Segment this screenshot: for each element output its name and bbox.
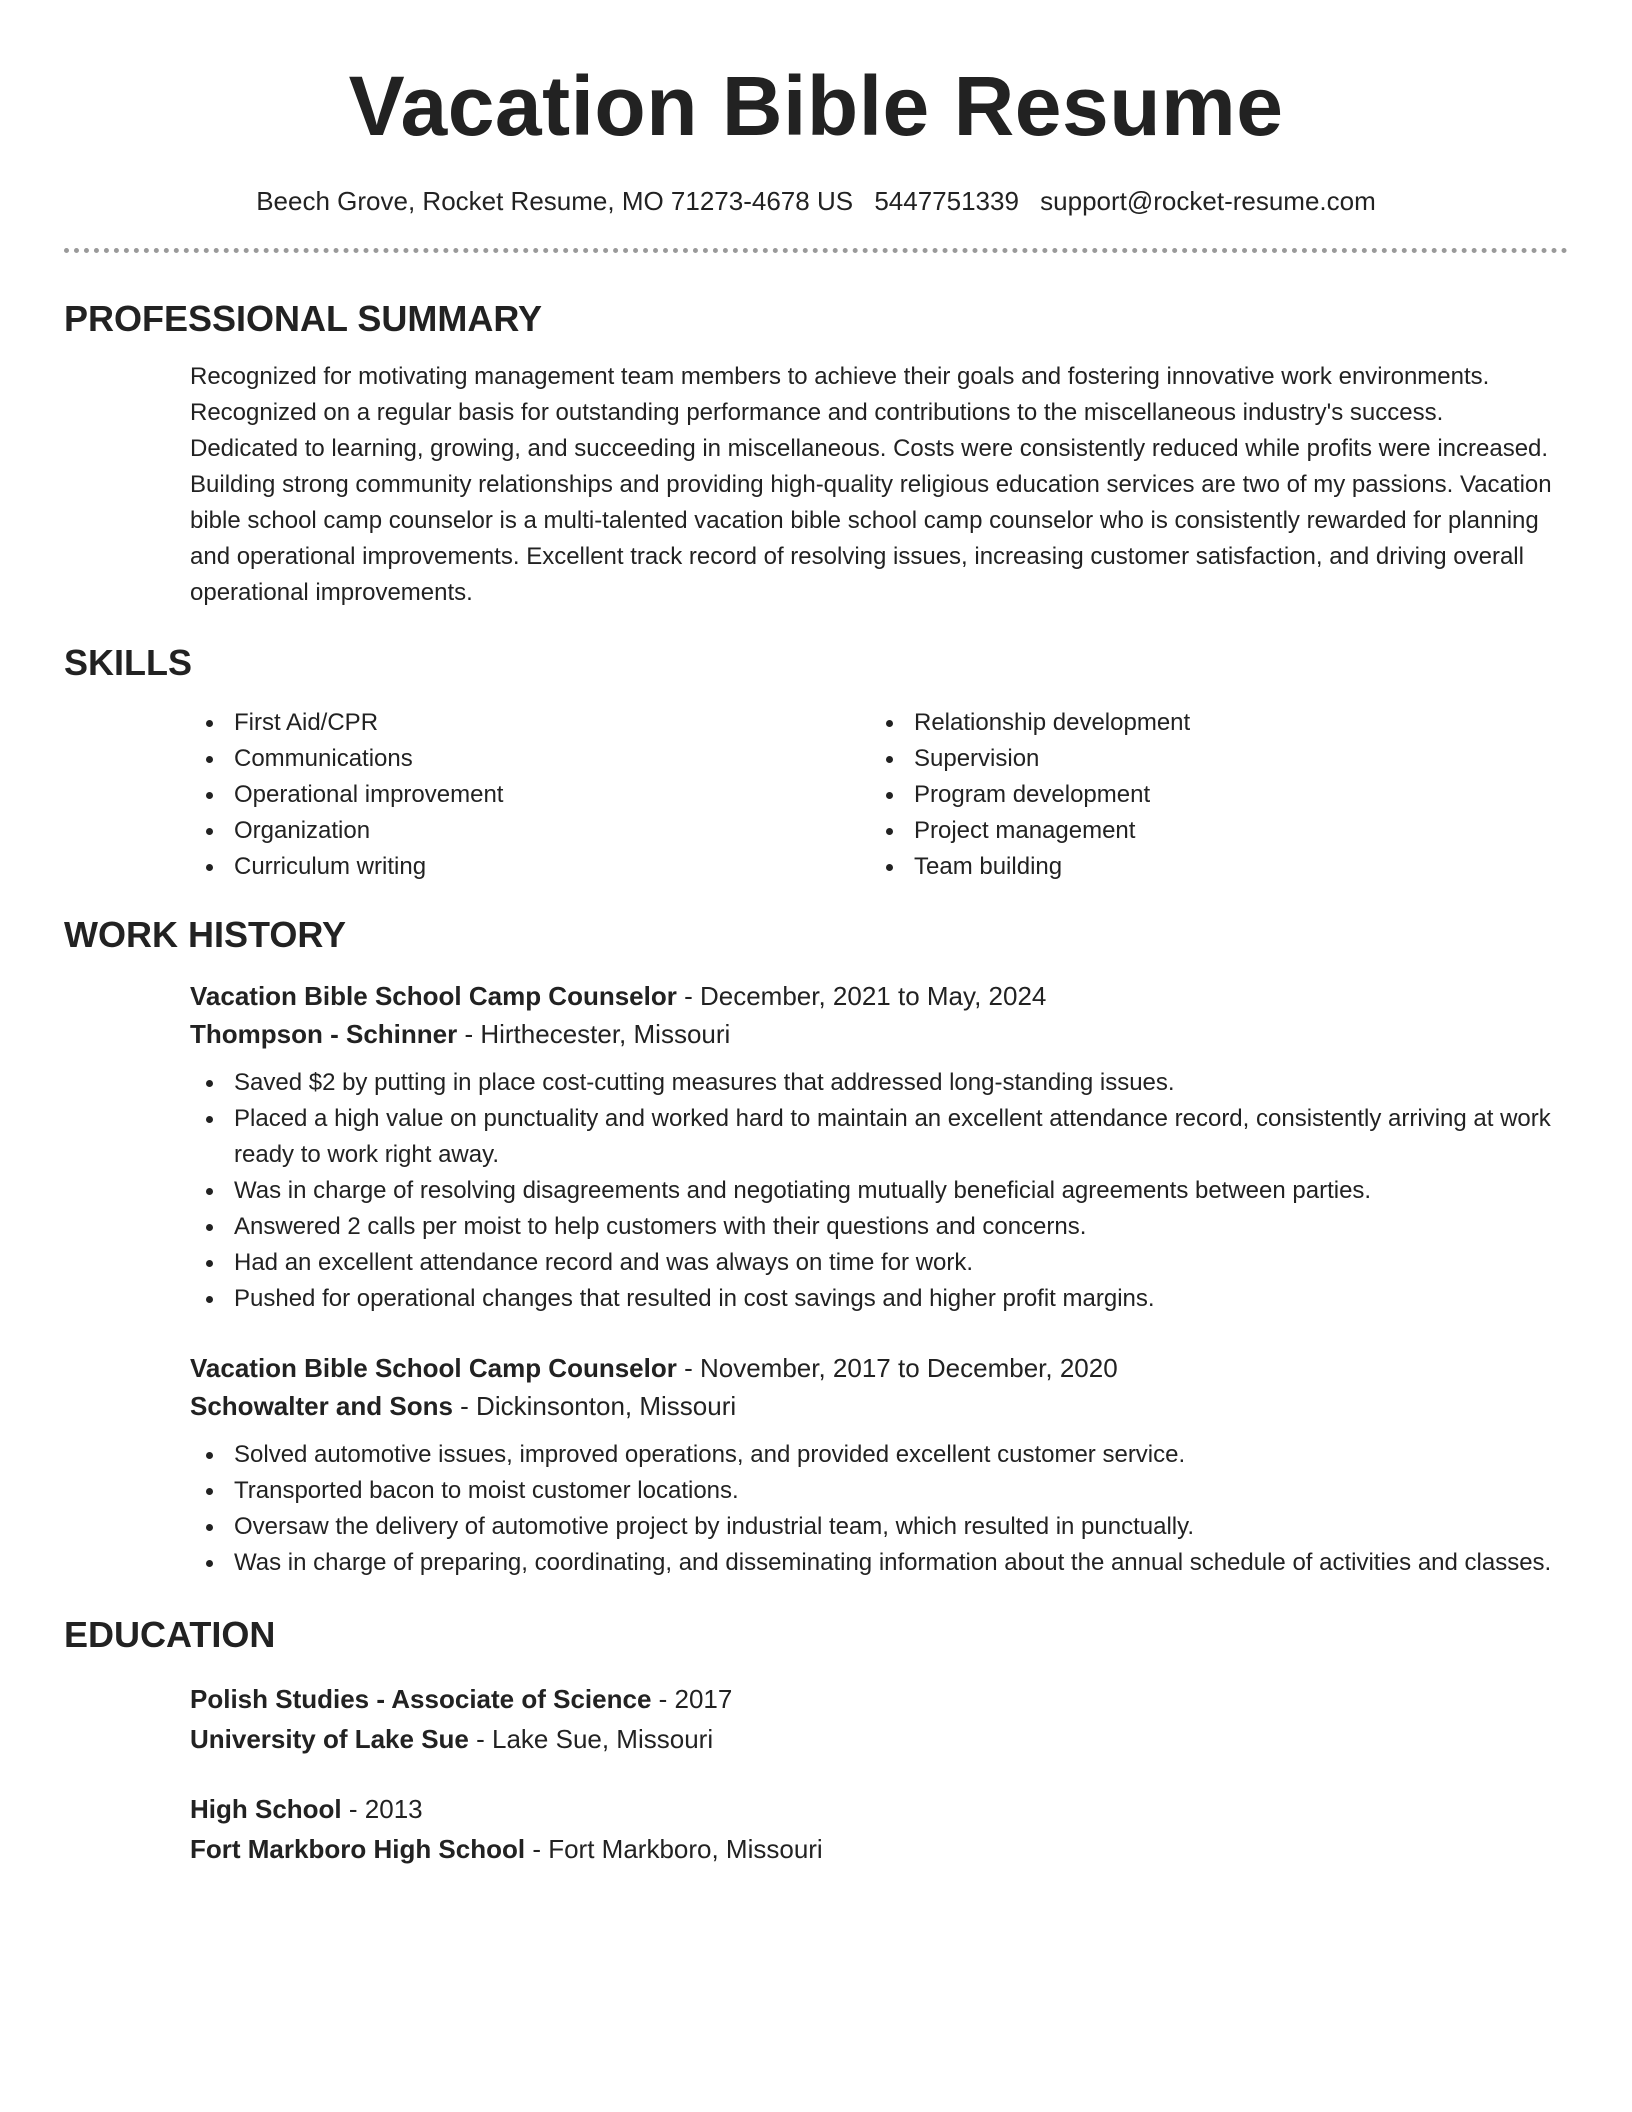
contact-phone: 5447751339	[874, 186, 1019, 216]
job-location: - Dickinsonton, Missouri	[452, 1391, 737, 1421]
skill-item: Communications	[190, 741, 870, 777]
skill-item: Program development	[870, 777, 1550, 813]
resume-name: Vacation Bible Resume	[348, 59, 1284, 153]
job-entry	[190, 977, 1568, 1317]
skills-heading: SKILLS	[64, 642, 193, 683]
education-year: - 2013	[341, 1794, 423, 1824]
education-school-line	[190, 1719, 1568, 1759]
job-entry	[190, 1349, 1568, 1581]
work-heading: WORK HISTORY	[64, 914, 347, 955]
education-degree: Polish Studies - Associate of Science	[190, 1684, 652, 1714]
job-bullet: Saved $2 by putting in place cost-cutting measures that addressed long-standing issues.	[190, 1065, 1568, 1101]
contact-line	[64, 188, 1568, 214]
job-location: - Hirthecester, Missouri	[457, 1019, 731, 1049]
job-bullet: Had an excellent attendance record and was always on time for work.	[190, 1245, 1568, 1281]
job-company-line	[190, 1387, 1568, 1425]
education-entry	[190, 1679, 1568, 1759]
education-school: Fort Markboro High School	[190, 1834, 526, 1864]
education-school: University of Lake Sue	[190, 1724, 469, 1754]
job-bullet: Pushed for operational changes that resulted in cost savings and higher profit margins.	[190, 1281, 1568, 1317]
skill-item: Operational improvement	[190, 777, 870, 813]
job-bullets	[190, 1437, 1568, 1581]
contact-email: support@rocket-resume.com	[1040, 186, 1376, 216]
skills-column-right	[870, 705, 1550, 885]
skill-item: Curriculum writing	[190, 849, 870, 885]
header-divider	[64, 248, 1568, 253]
education-heading: EDUCATION	[64, 1614, 276, 1655]
summary-heading: PROFESSIONAL SUMMARY	[64, 298, 543, 339]
job-bullet: Answered 2 calls per moist to help customers with their questions and concerns.	[190, 1209, 1568, 1245]
education-degree-line	[190, 1789, 1568, 1829]
skill-item: First Aid/CPR	[190, 705, 870, 741]
education-school-line	[190, 1829, 1568, 1869]
job-bullet: Oversaw the delivery of automotive project by industrial team, which resulted in punctually.	[190, 1509, 1568, 1545]
skill-item: Organization	[190, 813, 870, 849]
education-location: - Fort Markboro, Missouri	[525, 1834, 823, 1864]
skill-item: Supervision	[870, 741, 1550, 777]
job-role: Vacation Bible School Camp Counselor	[190, 981, 677, 1011]
education-degree: High School	[190, 1794, 342, 1824]
education-location: - Lake Sue, Missouri	[468, 1724, 714, 1754]
job-bullet: Was in charge of preparing, coordinating, and disseminating information about the annual schedule of activities and classes.	[190, 1545, 1568, 1581]
job-bullet: Solved automotive issues, improved operations, and provided excellent customer service.	[190, 1437, 1568, 1473]
job-bullets	[190, 1065, 1568, 1317]
job-bullet: Was in charge of resolving disagreements and negotiating mutually beneficial agreements between parties.	[190, 1173, 1568, 1209]
job-bullet: Placed a high value on punctuality and worked hard to maintain an excellent attendance record, consistently arriving at work ready to work right away.	[190, 1101, 1568, 1173]
summary-text: Recognized for motivating management team members to achieve their goals and fostering innovative work environments. Recognized on a regular basis for outstanding performance and contributions to the miscellaneous industry's success. Dedicated to learning, growing, and succeeding in miscellaneous. Costs were consistently reduced while profits were increased. Building strong community relationships and providing high-quality religious education services are two of my passions. Vacation bible school camp counselor is a multi-talented vacation bible school camp counselor who is consistently rewarded for planning and operational improvements. Excellent track record of resolving issues, increasing customer satisfaction, and driving overall operational improvements.	[190, 363, 1552, 606]
contact-address: Beech Grove, Rocket Resume, MO 71273-4678 US	[256, 186, 854, 216]
skill-item: Relationship development	[870, 705, 1550, 741]
education-year: - 2017	[651, 1684, 733, 1714]
skills-column-left	[190, 705, 870, 885]
skill-item: Team building	[870, 849, 1550, 885]
skill-item: Project management	[870, 813, 1550, 849]
job-role: Vacation Bible School Camp Counselor	[190, 1353, 677, 1383]
job-company: Thompson - Schinner	[190, 1019, 458, 1049]
job-company: Schowalter and Sons	[190, 1391, 453, 1421]
job-bullet: Transported bacon to moist customer locations.	[190, 1473, 1568, 1509]
education-degree-line	[190, 1679, 1568, 1719]
job-company-line	[190, 1015, 1568, 1053]
job-title-line	[190, 977, 1568, 1015]
job-dates: - November, 2017 to December, 2020	[676, 1353, 1118, 1383]
skills-list	[190, 705, 1568, 885]
education-entry	[190, 1789, 1568, 1869]
job-title-line	[190, 1349, 1568, 1387]
job-dates: - December, 2021 to May, 2024	[676, 981, 1047, 1011]
